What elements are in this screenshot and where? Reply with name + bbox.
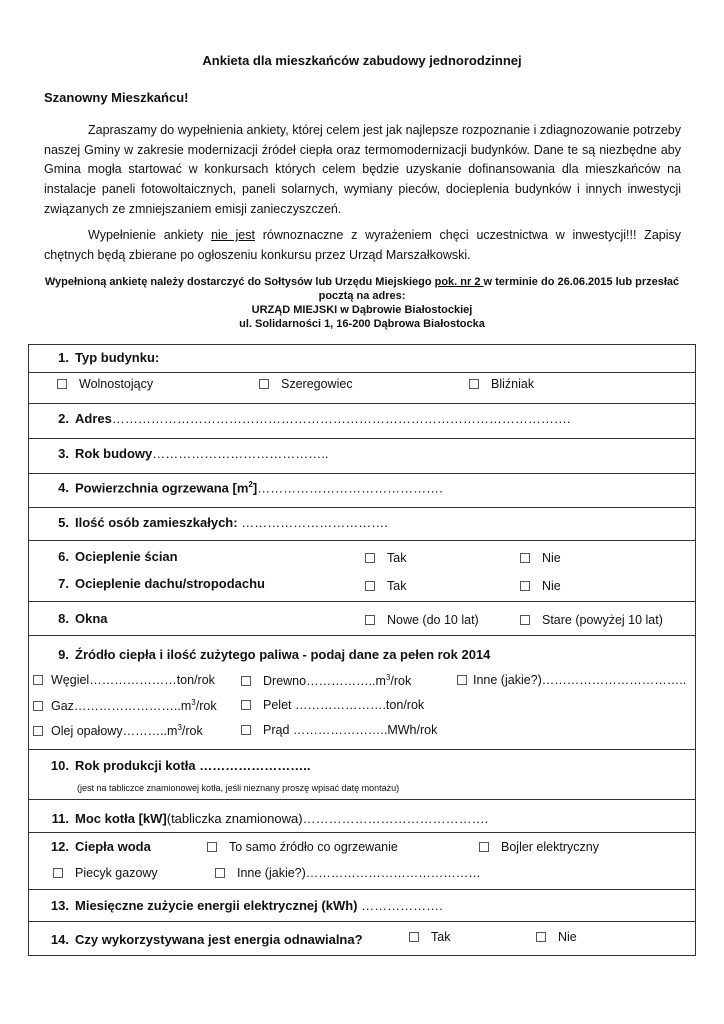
divider <box>29 473 695 474</box>
hot-water-electric-boiler[interactable]: Bojler elektryczny <box>479 840 599 854</box>
divider <box>29 540 695 541</box>
option-detached[interactable]: Wolnostojący <box>57 377 153 391</box>
windows-old[interactable]: Stare (powyżej 10 lat) <box>520 613 663 627</box>
question-windows: 8. Okna <box>58 611 108 626</box>
checkbox-icon[interactable] <box>536 932 546 942</box>
question-address[interactable]: 2. Adres……………………………………………………………………………………………. <box>58 411 571 426</box>
checkbox-icon[interactable] <box>241 676 251 686</box>
boiler-power-field[interactable]: (tabliczka znamionowa)……………………………………. <box>166 811 489 826</box>
checkbox-icon[interactable] <box>479 842 489 852</box>
checkbox-icon[interactable] <box>53 868 63 878</box>
question-wall-insulation: 6. Ocieplenie ścian <box>58 549 178 564</box>
question-roof-insulation: 7. Ocieplenie dachu/stropodachu <box>58 576 265 591</box>
checkbox-icon[interactable] <box>457 675 467 685</box>
wall-insulation-no[interactable]: Nie <box>520 551 561 565</box>
question-building-type: 1. Typ budynku: <box>58 350 160 365</box>
checkbox-icon[interactable] <box>365 615 375 625</box>
build-year-field[interactable]: ………………………………….. <box>152 446 329 461</box>
address-field[interactable]: ……………………………………………………………………………………………. <box>111 411 571 426</box>
fuel-wood[interactable]: $Drewno\dots\dots\dots\dots\dots..m^3$/rok <box>241 673 411 688</box>
divider <box>29 799 695 800</box>
question-hot-water: 12. Ciepła woda <box>50 839 151 854</box>
windows-new[interactable]: Nowe (do 10 lat) <box>365 613 479 627</box>
option-terraced[interactable]: Szeregowiec <box>259 377 353 391</box>
checkbox-icon[interactable] <box>215 868 225 878</box>
checkbox-icon[interactable] <box>409 932 419 942</box>
hot-water-same-source[interactable]: To samo źródło co ogrzewanie <box>207 840 398 854</box>
checkbox-icon[interactable] <box>33 675 43 685</box>
electricity-usage-field[interactable]: ………………. <box>357 898 443 913</box>
roof-insulation-no[interactable]: Nie <box>520 579 561 593</box>
fuel-gas[interactable]: $Gaz\dots\dots\dots\dots\dots\dots\dots\dots..m^3$/rok <box>33 698 217 713</box>
checkbox-icon[interactable] <box>365 553 375 563</box>
question-heat-source: 9. Źródło ciepła i ilość zużytego paliwa - podaj dane za pełen rok 2014 <box>58 647 491 662</box>
fuel-oil[interactable]: Olej $opałowy\dots\dots\dots..m^3$/rok <box>33 723 203 738</box>
question-electricity-usage[interactable]: 13. Miesięczne zużycie energii elektrycznej (kWh) ………………. <box>50 898 443 913</box>
divider <box>29 403 695 404</box>
delivery-line1-after: w terminie do 26.06.2015 lub przesłać <box>483 276 680 288</box>
checkbox-icon[interactable] <box>57 379 67 389</box>
fuel-electricity[interactable]: Prąd …………………..MWh/rok <box>241 723 437 737</box>
checkbox-icon[interactable] <box>520 553 530 563</box>
question-heated-area[interactable]: 4. Powierzchnia ogrzewana $[m^2]\dots\dots\dots\dots\dots\dots\dots\dots\dots\dots\dots\dots\dots\dots$. <box>58 480 443 496</box>
wall-insulation-yes[interactable]: Tak <box>365 551 406 565</box>
renewable-no[interactable]: Nie <box>536 930 577 944</box>
divider <box>29 749 695 750</box>
roof-insulation-yes[interactable]: Tak <box>365 579 406 593</box>
delivery-room: pok. nr 2 <box>434 276 484 288</box>
fuel-coal[interactable]: Węgiel…………………ton/rok <box>33 673 215 687</box>
hot-water-gas-heater[interactable]: Piecyk gazowy <box>53 866 158 880</box>
note-text-after: równoznaczne z wyrażeniem chęci uczestnictwa w inwestycji!!! Zapisy chętnych będą zbierane po ogłoszeniu konkursu przez Urząd Marszałkowski. <box>44 228 681 262</box>
checkbox-icon[interactable] <box>469 379 479 389</box>
option-semi-detached[interactable]: Bliźniak <box>469 377 534 391</box>
hot-water-other[interactable]: Inne (jakie?)…………………………………… <box>215 866 481 880</box>
heated-area-field[interactable]: ……………………………………. <box>257 480 443 496</box>
delivery-office: URZĄD MIEJSKI w Dąbrowie Białostockiej <box>251 304 473 316</box>
divider <box>29 635 695 636</box>
question-residents[interactable]: 5. Ilość osób zamieszkałych: ……………………………. <box>58 515 388 530</box>
checkbox-icon[interactable] <box>520 615 530 625</box>
renewable-yes[interactable]: Tak <box>409 930 450 944</box>
checkbox-icon[interactable] <box>520 581 530 591</box>
residents-field[interactable]: ……………………………. <box>237 515 388 530</box>
divider <box>29 507 695 508</box>
delivery-line1-before: Wypełnioną ankietę należy dostarczyć do Sołtysów lub Urzędu Miejskiego <box>44 276 435 288</box>
fuel-pellet[interactable]: Pelet ………………….ton/rok <box>241 698 424 712</box>
divider <box>29 601 695 602</box>
intro-paragraph: Zapraszamy do wypełnienia ankiety, której celem jest jak najlepsze rozpoznanie i zdiagnozowanie potrzeby naszej Gminy w zakresie modernizacji źródeł ciepła oraz termomodernizacji budynków. Dane te są niezbędne aby Gmina mogła startować w konkursach których celem będzie uzyskanie dofinansowania dla mieszkańców na instalacje paneli fotowoltaicznych, paneli solarnych, wymiany pieców, docieplenia budynków i innych inwestycji związanych ze zmniejszaniem emisji zanieczyszczeń. <box>44 123 681 216</box>
delivery-address: ul. Solidarności 1, 16-200 Dąbrowa Białostocka <box>239 318 485 330</box>
divider <box>29 832 695 833</box>
checkbox-icon[interactable] <box>33 726 43 736</box>
note-paragraph <box>44 226 681 265</box>
question-build-year[interactable]: 3. Rok budowy………………………………….. <box>58 446 329 461</box>
boiler-year-hint: (jest na tabliczce znamionowej kotła, jeśli nieznany proszę wpisać datę montażu) <box>77 783 400 793</box>
page-title: Ankieta dla mieszkańców zabudowy jednorodzinnej <box>202 53 522 68</box>
checkbox-icon[interactable] <box>365 581 375 591</box>
fuel-other[interactable]: Inne (jakie?)…………………………….. <box>457 673 686 687</box>
checkbox-icon[interactable] <box>259 379 269 389</box>
survey-form <box>28 344 696 956</box>
question-boiler-year[interactable]: 10. Rok produkcji kotła …………………….. <box>50 758 311 773</box>
note-text-before: Wypełnienie ankiety <box>88 228 212 242</box>
greeting: Szanowny Mieszkańcu! <box>44 90 189 105</box>
divider <box>29 921 695 922</box>
divider <box>29 438 695 439</box>
checkbox-icon[interactable] <box>241 725 251 735</box>
checkbox-icon[interactable] <box>207 842 217 852</box>
delivery-line2: pocztą na adres: <box>318 290 406 302</box>
question-boiler-power[interactable]: 11. Moc kotła [kW](tabliczka znamionowa)……………………………………. <box>51 811 489 826</box>
checkbox-icon[interactable] <box>33 701 43 711</box>
checkbox-icon[interactable] <box>241 700 251 710</box>
divider <box>29 372 695 373</box>
note-underlined: nie jest <box>211 228 255 242</box>
question-renewable-energy: 14. Czy wykorzystywana jest energia odnawialna? <box>50 932 363 947</box>
delivery-notice <box>30 275 694 331</box>
divider <box>29 889 695 890</box>
